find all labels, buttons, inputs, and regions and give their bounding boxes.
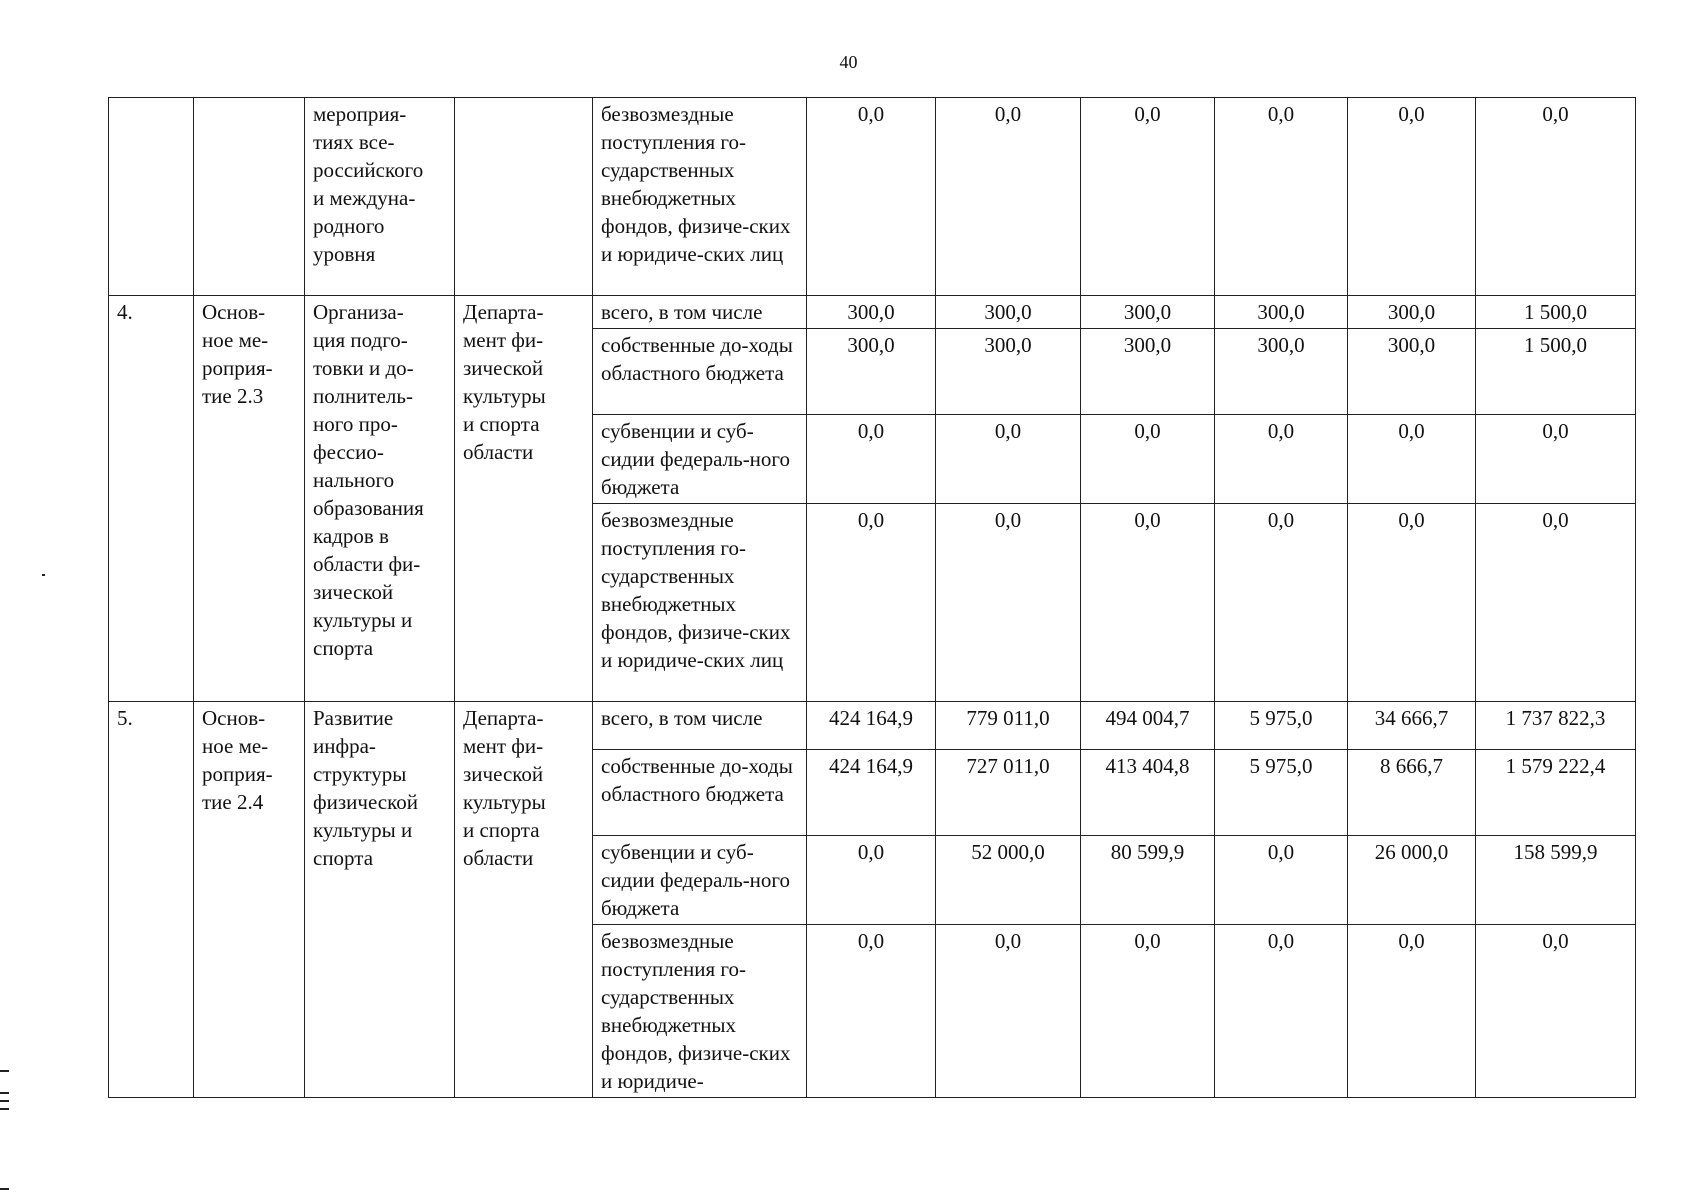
row-number-cell: 5. — [109, 702, 194, 1098]
amount-cell: 1 737 822,3 — [1476, 702, 1636, 750]
scan-mark — [0, 1070, 9, 1072]
amount-cell: 0,0 — [1476, 415, 1636, 504]
amount-cell: 158 599,9 — [1476, 836, 1636, 925]
amount-cell: 0,0 — [1081, 925, 1215, 1098]
amount-cell: 300,0 — [807, 329, 936, 415]
amount-cell: 424 164,9 — [807, 750, 936, 836]
amount-cell: 0,0 — [807, 98, 936, 296]
executor-cell — [455, 98, 593, 296]
funding-source-cell: безвозмездные поступления го-сударственных внебюджетных фондов, физиче-ских и юридиче- — [593, 925, 807, 1098]
amount-cell: 1 500,0 — [1476, 329, 1636, 415]
amount-cell: 26 000,0 — [1348, 836, 1476, 925]
row-number-cell: 4. — [109, 296, 194, 702]
amount-cell: 727 011,0 — [936, 750, 1081, 836]
amount-cell: 0,0 — [1081, 415, 1215, 504]
amount-cell: 8 666,7 — [1348, 750, 1476, 836]
amount-cell: 0,0 — [1348, 98, 1476, 296]
amount-cell: 0,0 — [1215, 98, 1348, 296]
amount-cell: 300,0 — [1081, 329, 1215, 415]
funding-source-cell: собственные до-ходы областного бюджета — [593, 750, 807, 836]
scan-mark — [0, 1188, 9, 1190]
amount-cell: 5 975,0 — [1215, 750, 1348, 836]
amount-cell: 0,0 — [1215, 836, 1348, 925]
amount-cell: 0,0 — [807, 925, 936, 1098]
amount-cell: 0,0 — [1215, 504, 1348, 702]
scan-mark — [0, 1108, 9, 1110]
scan-mark — [0, 1100, 9, 1102]
executor-cell: Департа- мент фи- зической культуры и спорта области — [455, 702, 593, 1098]
amount-cell: 1 579 222,4 — [1476, 750, 1636, 836]
executor-cell: Департа- мент фи- зической культуры и спорта области — [455, 296, 593, 702]
activity-type-cell: Основ- ное ме- роприя- тие 2.4 — [194, 702, 305, 1098]
amount-cell: 80 599,9 — [1081, 836, 1215, 925]
scan-mark — [0, 1092, 9, 1094]
amount-cell: 0,0 — [807, 504, 936, 702]
amount-cell: 300,0 — [1348, 329, 1476, 415]
amount-cell: 300,0 — [1215, 329, 1348, 415]
amount-cell: 0,0 — [936, 98, 1081, 296]
page-number: 40 — [839, 52, 858, 72]
amount-cell: 52 000,0 — [936, 836, 1081, 925]
activity-name-cell: Развитие инфра- структуры физической культуры и спорта — [305, 702, 455, 1098]
amount-cell: 0,0 — [1081, 98, 1215, 296]
amount-cell: 0,0 — [807, 415, 936, 504]
funding-source-cell: всего, в том числе — [593, 296, 807, 329]
amount-cell: 0,0 — [1215, 925, 1348, 1098]
amount-cell: 300,0 — [936, 296, 1081, 329]
amount-cell: 0,0 — [1215, 415, 1348, 504]
scan-mark — [42, 574, 45, 576]
amount-cell: 0,0 — [1476, 925, 1636, 1098]
amount-cell: 0,0 — [807, 836, 936, 925]
amount-cell: 34 666,7 — [1348, 702, 1476, 750]
amount-cell: 1 500,0 — [1476, 296, 1636, 329]
amount-cell: 300,0 — [807, 296, 936, 329]
amount-cell: 0,0 — [936, 504, 1081, 702]
budget-table — [108, 97, 1636, 1098]
funding-source-cell: безвозмездные поступления го-сударственных внебюджетных фондов, физиче-ских и юридиче-ских лиц — [593, 504, 807, 702]
amount-cell: 0,0 — [1476, 504, 1636, 702]
amount-cell: 0,0 — [1348, 504, 1476, 702]
amount-cell: 779 011,0 — [936, 702, 1081, 750]
funding-source-cell: безвозмездные поступления го-сударственных внебюджетных фондов, физиче-ских и юридиче-ских лиц — [593, 98, 807, 296]
activity-type-cell: Основ- ное ме- роприя- тие 2.3 — [194, 296, 305, 702]
amount-cell: 494 004,7 — [1081, 702, 1215, 750]
funding-source-cell: собственные до-ходы областного бюджета — [593, 329, 807, 415]
amount-cell: 300,0 — [1081, 296, 1215, 329]
activity-type-cell — [194, 98, 305, 296]
amount-cell: 300,0 — [936, 329, 1081, 415]
funding-source-cell: субвенции и суб-сидии федераль-ного бюджета — [593, 415, 807, 504]
amount-cell: 5 975,0 — [1215, 702, 1348, 750]
table-row — [109, 98, 1636, 296]
amount-cell: 0,0 — [1476, 98, 1636, 296]
table-row — [109, 702, 1636, 750]
activity-name-cell: Организа- ция подго- товки и до- полнитель- ного про- фессио- нального образования кадров в области фи- зической культуры и спорта — [305, 296, 455, 702]
amount-cell: 413 404,8 — [1081, 750, 1215, 836]
amount-cell: 0,0 — [936, 415, 1081, 504]
amount-cell: 424 164,9 — [807, 702, 936, 750]
amount-cell: 300,0 — [1215, 296, 1348, 329]
funding-source-cell: субвенции и суб-сидии федераль-ного бюджета — [593, 836, 807, 925]
table-row — [109, 296, 1636, 329]
amount-cell: 0,0 — [936, 925, 1081, 1098]
amount-cell: 0,0 — [1348, 415, 1476, 504]
funding-source-cell: всего, в том числе — [593, 702, 807, 750]
amount-cell: 0,0 — [1081, 504, 1215, 702]
amount-cell: 0,0 — [1348, 925, 1476, 1098]
row-number-cell — [109, 98, 194, 296]
activity-name-cell: мероприя- тиях все- российского и междуна- родного уровня — [305, 98, 455, 296]
amount-cell: 300,0 — [1348, 296, 1476, 329]
